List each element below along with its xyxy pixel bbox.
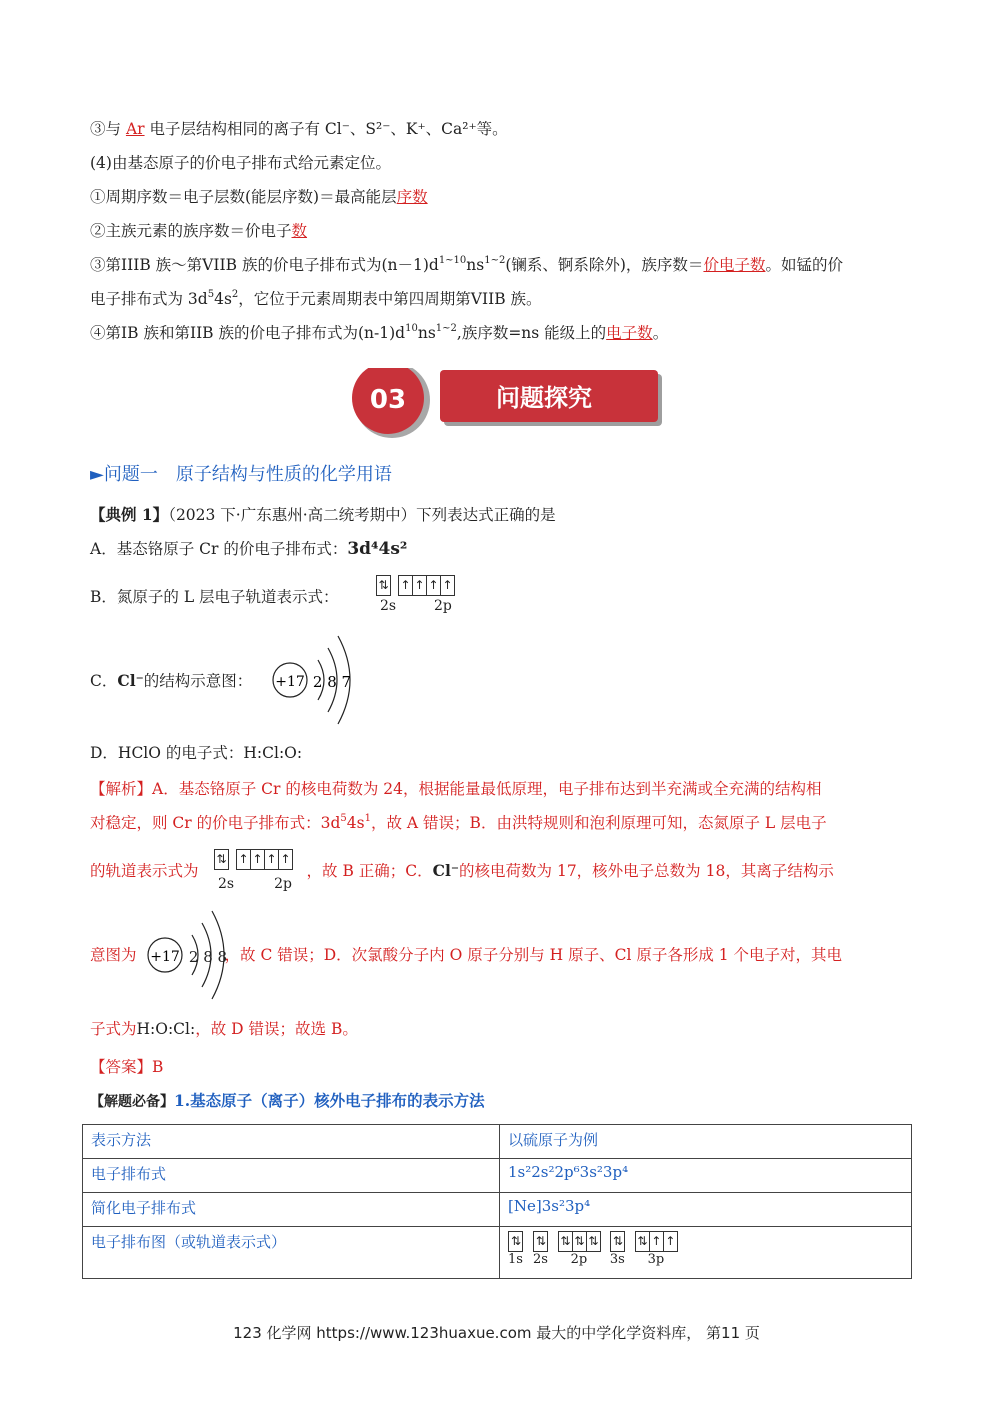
- table-row: [83, 1227, 912, 1279]
- analysis-orbitals: ⇅ ↑ ↑ ↑ ↑: [214, 848, 292, 870]
- banner-number: 03: [369, 385, 407, 415]
- banner-title: 问题探究: [496, 384, 592, 412]
- table-cell: 1s²2s²2p⁶3s²3p⁴: [500, 1159, 912, 1193]
- table-row: [83, 1193, 912, 1227]
- table-row: [83, 1159, 912, 1193]
- option-a: A．基态铬原子 Cr 的价电子排布式：3d⁴4s²: [90, 539, 408, 559]
- svg-text:+17: +17: [150, 949, 180, 965]
- table-cell: [Ne]3s²3p⁴: [500, 1193, 912, 1227]
- line-3: ①周期序数＝电子层数(能层序数)＝最高能层序数: [90, 188, 428, 206]
- option-c: C．Cl⁻的结构示意图：: [90, 671, 253, 690]
- table-cell: 电子排布图（或轨道表示式）: [83, 1227, 500, 1279]
- section-banner: [352, 368, 662, 444]
- analysis-line-2: 对稳定，则 Cr 的价电子排布式：$3d^54s^1$，故 A 错误；B．由洪特规则和泡利原理可知，态氮原子 L 层电子: [90, 813, 827, 832]
- option-d: D．HClO 的电子式：H:Cl:O:: [90, 744, 303, 762]
- analysis-diagram: [140, 905, 240, 1005]
- orbital-diagram-cell: ⇅ 1s ⇅ 2s ⇅ ⇅ ⇅ 2p ⇅ 3s ⇅ ↑ ↑ 3p: [500, 1227, 912, 1279]
- table-cell: 简化电子排布式: [83, 1193, 500, 1227]
- svg-text:2 8 7: 2 8 7: [312, 673, 352, 691]
- option-b-orbitals: ⇅ ↑ ↑ ↑ ↑ 2s 2p: [376, 574, 454, 616]
- line-1: ③与 Ar 电子层结构相同的离子有 Cl⁻、S²⁻、K⁺、Ca²⁺等。: [90, 120, 508, 138]
- line-6: 电子排布式为 $3d^54s^2$，它位于元素周期表中第四周期第VIIB 族。: [90, 289, 542, 308]
- line-2: (4)由基态原子的价电子排布式给元素定位。: [90, 154, 391, 172]
- svg-text:+17: +17: [275, 674, 305, 690]
- line-7: ④第IB 族和第IIB 族的价电子排布式为$(n-1)d^{10}ns^{1\sim 2}$,族序数=ns 能级上的电子数。: [90, 323, 669, 342]
- analysis-line-4: 意图为 ，故 C 错误；D．次氯酸分子内 O 原子分别与 H 原子、Cl 原子各形成 1 个电子对，其电: [90, 946, 843, 964]
- section-title: ►问题一 原子结构与性质的化学用语: [90, 464, 392, 485]
- analysis-line-5: 子式为H:O:Cl:，故 D 错误；故选 B。: [90, 1020, 358, 1038]
- option-c-diagram: [270, 630, 370, 730]
- answer: 【答案】B: [90, 1058, 164, 1076]
- analysis-line-1: 【解析】A．基态铬原子 Cr 的核电荷数为 24，根据能量最低原理，电子排布达到半充满或全充满的结构相: [90, 780, 822, 798]
- example-head: 【典例 1】（2023 下·广东惠州·高二统考期中）下列表达式正确的是: [90, 505, 556, 524]
- line-5: ③第IIIB 族～第VIIB 族的价电子排布式为$(n-1)d^{1\sim 10}ns^{1\sim 2}$(镧系、锕系除外)，族序数＝价电子数。如锰的价: [90, 255, 843, 274]
- table-cell: 以硫原子为例: [500, 1125, 912, 1159]
- analysis-orbital-labels: 2s 2p: [218, 876, 292, 892]
- page-footer: 123 化学网 https://www.123huaxue.com 最大的中学化学资料库， 第11 页: [233, 1324, 760, 1342]
- table-row: [83, 1125, 912, 1159]
- table-cell: 电子排布式: [83, 1159, 500, 1193]
- must-know-heading: 【解题必备】1.基态原子（离子）核外电子排布的表示方法: [90, 1091, 485, 1110]
- table-cell: 表示方法: [83, 1125, 500, 1159]
- svg-text:2 8 8: 2 8 8: [188, 948, 228, 966]
- option-b: B．氮原子的 L 层电子轨道表示式：: [90, 588, 339, 606]
- analysis-line-3: 的轨道表示式为 ，故 B 正确；C．Cl⁻的核电荷数为 17，核外电子总数为 18，其离子结构示: [90, 861, 834, 880]
- notation-table: [82, 1124, 912, 1279]
- line-4: ②主族元素的族序数＝价电子数: [90, 222, 308, 240]
